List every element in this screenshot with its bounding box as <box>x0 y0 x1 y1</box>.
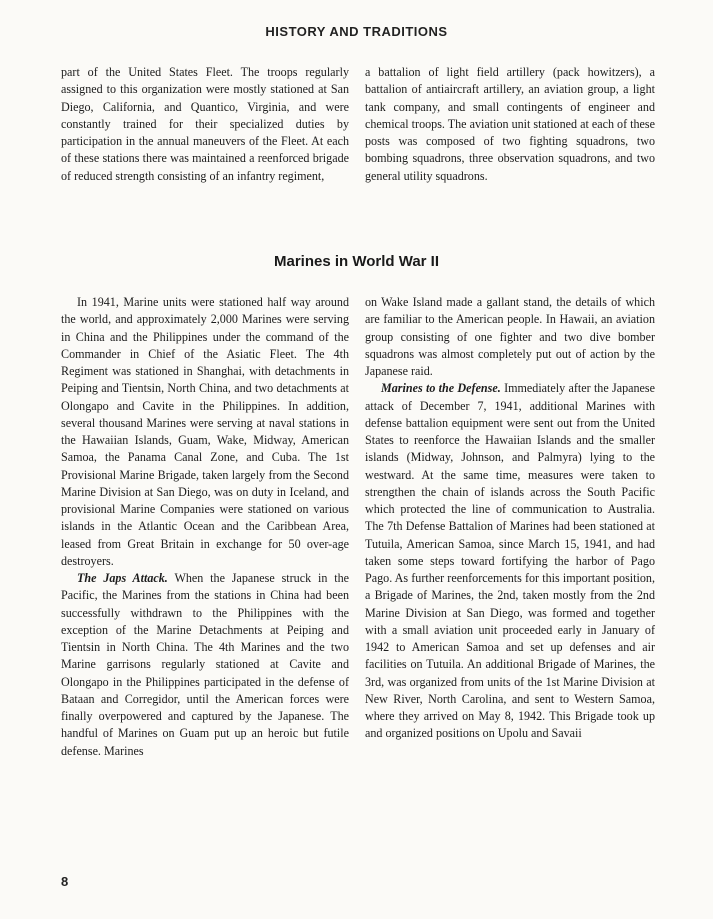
top-right-paragraph: a battalion of light field artillery (pack howitzers), a battalion of antiaircraft artillery, an aviation group, a light tank company, and small contingents of engineer and chemical troops. The aviation unit stationed at each of these posts was composed of two fighting squadrons, two bombing squadrons, three observation squadrons, and two general utility squadrons. <box>365 65 655 183</box>
running-head: HISTORY AND TRADITIONS <box>265 24 448 39</box>
right-column <box>365 294 655 743</box>
top-left-paragraph: part of the United States Fleet. The troops regularly assigned to this organization were mostly stationed at San Diego, California, and Quantico, Virginia, and were constantly trained for their specialized duties by participation in the annual maneuvers of the Fleet. At each of these stations there was maintained a reenforced brigade of reduced strength consisting of an infantry regiment, <box>61 65 349 183</box>
right-paragraph-2-text: Immediately after the Japanese attack of December 7, 1941, additional Marines with defense battalion equipment were sent out from the United States to reenforce the Hawaiian Islands and the smaller islands (Midway, Johnson, and Palmyra) lying to the westward. At the same time, measures were taken to strengthen the chain of islands across the South Pacific which protected the line of communication to Australia. The 7th Defense Battalion of Marines had been stationed at Tutuila, American Samoa, since March 15, 1941, and had taken some steps toward fortifying the harbor of Pago Pago. As further reenforcements for this important position, a Brigade of Marines, the 2nd, taken mostly from the 2nd Marine Division at San Diego, was formed and together with a small aviation unit proceeded early in January of 1942 to American Samoa and set up defenses and air facilities on Tutuila. An additional Brigade of Marines, the 3rd, was organized from units of the 1st Marine Division at New River, North Carolina, and sent to Western Samoa, where they arrived on May 8, 1942. This Brigade took up and organized positions on Upolu and Savaii <box>365 381 655 741</box>
top-left-column <box>61 64 349 185</box>
left-column <box>61 294 349 760</box>
left-paragraph-2 <box>61 570 349 760</box>
right-paragraph-2 <box>365 380 655 742</box>
runin-heading-japs-attack: The Japs Attack. <box>77 571 168 585</box>
section-title: Marines in World War II <box>273 253 440 270</box>
right-paragraph-1: on Wake Island made a gallant stand, the details of which are familiar to the American people. In Hawaii, an aviation group consisting of one fighter and two dive bomber squadrons was almost completely put out of action by the Japanese raid. <box>365 295 655 378</box>
page-number: 8 <box>61 874 69 889</box>
left-paragraph-2-text: When the Japanese struck in the Pacific, the Marines from the stations in China had been successfully withdrawn to the Philippines with the exception of the Marine Detachments at Peiping and Tientsin in North China. The 4th Marines and the two Marine garrisons regularly stationed at Cavite and Olongapo in the Philippines participated in the defense of Bataan and Corregidor, until the American forces were finally overpowered and captured by the Japanese. The handful of Marines on Guam put up an heroic but futile defense. Marines <box>61 571 349 758</box>
top-right-column <box>365 64 655 185</box>
runin-heading-marines-defense: Marines to the Defense. <box>381 381 501 396</box>
left-paragraph-1: In 1941, Marine units were stationed half way around the world, and approximately 2,000 Marines were serving in China and the Philippines under the command of the Commander in Chief of the Asiatic Fleet. The 4th Regiment was stationed in Shanghai, with detachments in Peiping and Tientsin, North China, and two detachments at Olongapo and Cavite in the Philippines. In addition, several thousand Marines were serving at naval stations in the Hawaiian Islands, Guam, Wake, Midway, American Samoa, the Panama Canal Zone, and Cuba. The 1st Provisional Marine Brigade, taken largely from the Second Marine Division at San Diego, was on duty in Iceland, and provisional Marine Companies were stationed on various islands in the Atlantic Ocean and the Caribbean Area, leased from Great Britain in exchange for 50 over-age destroyers. <box>61 295 349 568</box>
